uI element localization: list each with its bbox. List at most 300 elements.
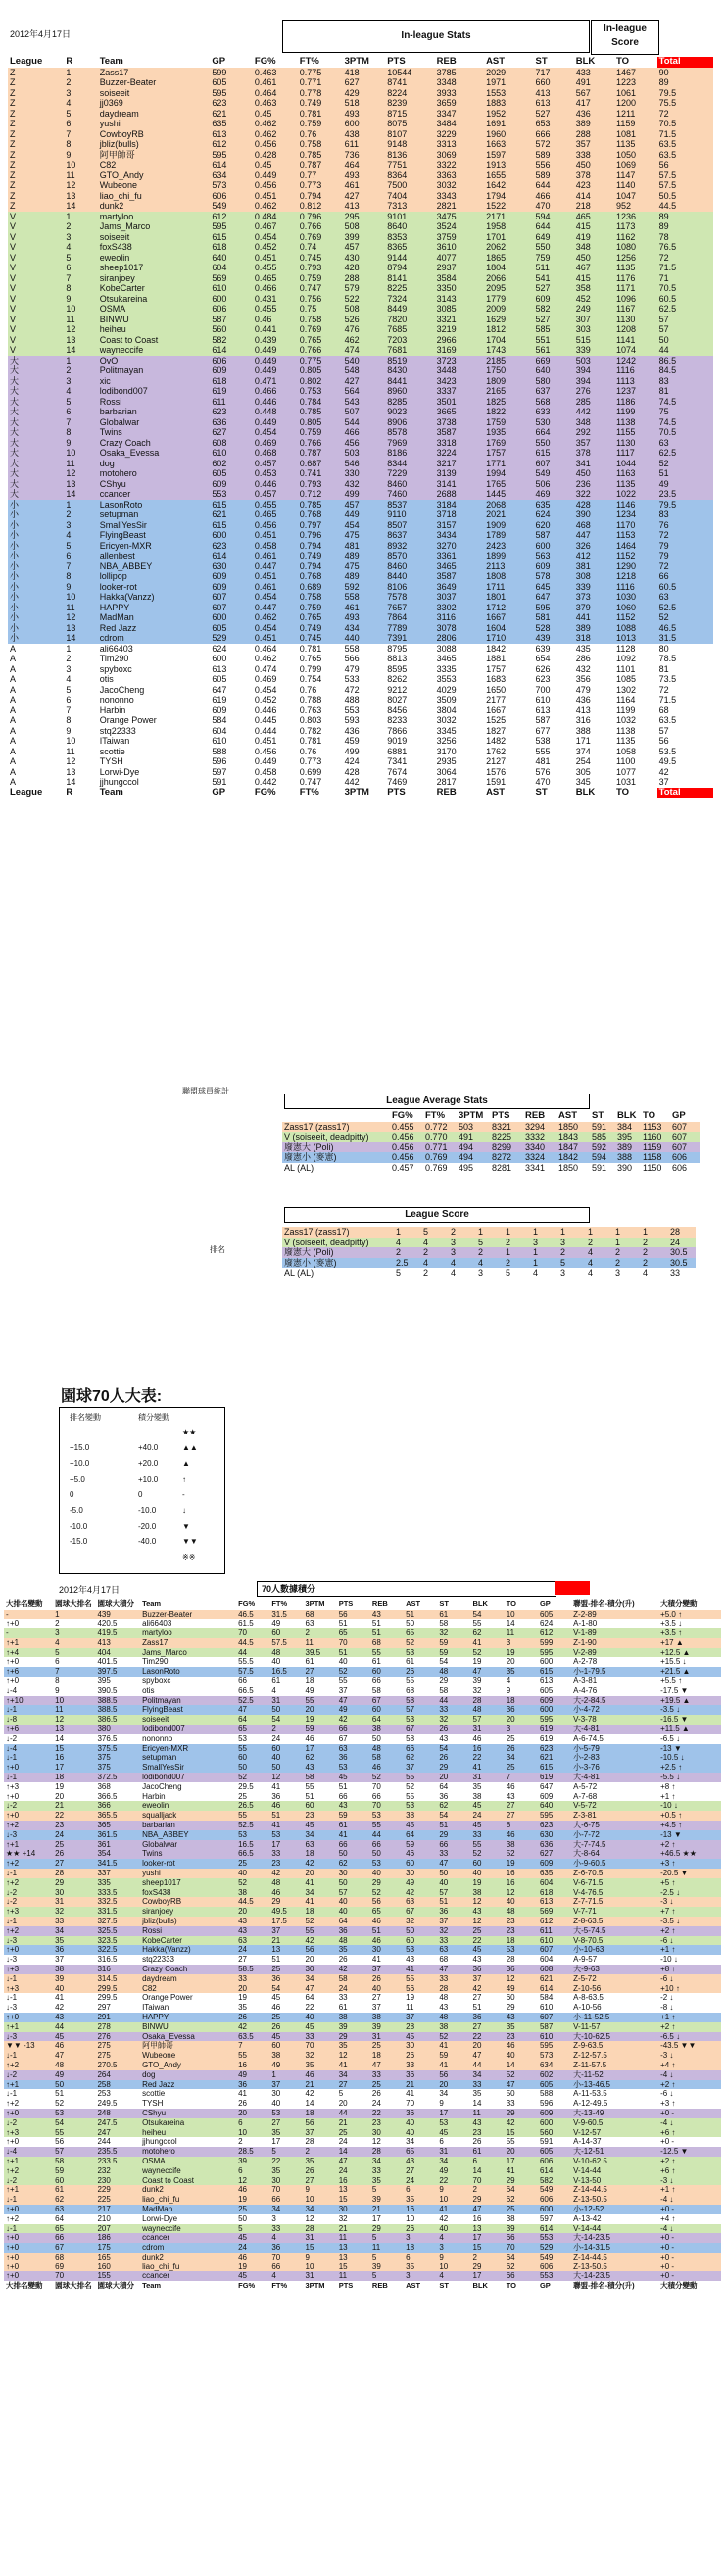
bigtable-column-header: REB: [371, 1599, 388, 1608]
table-cell: 578: [535, 571, 551, 581]
table-cell: 0.455: [254, 499, 277, 510]
bigtable-row: [4, 2166, 721, 2176]
bigtable-cell: 58: [439, 1619, 449, 1628]
bigtable-cell: 38: [371, 2012, 381, 2021]
bigtable-cell: 16: [55, 1753, 65, 1763]
bigtable-row: [4, 2099, 721, 2109]
table-cell: 8795: [387, 643, 408, 654]
table-cell: 526: [344, 314, 360, 324]
table-cell: 2113: [486, 560, 506, 571]
bigtable-cell: scottie: [142, 2089, 166, 2099]
table-cell: A: [10, 777, 17, 787]
bigtable-cell: 42: [406, 1887, 415, 1897]
bigtable-row: [4, 2003, 721, 2013]
bigtable-cell: 67: [55, 2243, 65, 2253]
table-cell: 1138: [616, 725, 636, 736]
bigtable-cell: 66.5: [238, 1685, 254, 1695]
bigtable-cell: 47: [472, 1667, 482, 1677]
table-cell: 613: [535, 98, 551, 108]
bigtable-cell: 26: [238, 2012, 248, 2021]
in-league-stats-header: In-league Stats: [282, 20, 590, 53]
avg-row: [282, 1142, 700, 1153]
table-cell: 0.766: [299, 345, 322, 355]
bigtable-cell: 小-2-83: [573, 1753, 600, 1763]
table-cell: 1759: [486, 416, 507, 427]
table-cell: soiseeit: [99, 87, 130, 98]
bigtable-cell: ↓-1: [6, 1869, 18, 1878]
table-cell: 1218: [616, 571, 637, 581]
table-cell: liao_chi_fu: [99, 190, 142, 201]
table-cell: A: [10, 736, 17, 746]
table-cell: 8262: [387, 674, 408, 684]
table-cell: 7391: [387, 633, 408, 643]
bigtable-cell: 28: [371, 2147, 381, 2157]
bigtable-cell: 48: [55, 2060, 65, 2069]
table-cell: 46.5: [658, 622, 677, 633]
score-cell: 1: [478, 1227, 484, 1237]
bigtable-cell: 12: [55, 1715, 65, 1725]
bigtable-cell: 47: [439, 1859, 449, 1869]
table-cell: 1809: [486, 375, 507, 386]
bigtable-cell: 61: [271, 1677, 281, 1686]
bigtable-cell: Z-5-72: [573, 1973, 597, 1983]
bigtable-cell: A-13-42: [573, 2213, 602, 2223]
bigtable-cell: 67: [406, 1907, 415, 1917]
avg-cell: 606: [672, 1152, 688, 1162]
bigtable-cell: 372.5: [97, 1773, 118, 1782]
bigtable-cell: 640: [539, 1801, 554, 1811]
bigtable-cell: nononno: [142, 1733, 173, 1743]
bigtable-cell: 275: [97, 2041, 111, 2051]
table-cell: 1208: [616, 324, 637, 334]
bigtable-row: [4, 1993, 721, 2003]
bigtable-cell: 314.5: [97, 1973, 118, 1983]
table-cell: 0.453: [254, 468, 277, 478]
table-cell: 345: [575, 777, 591, 787]
table-cell: 637: [535, 386, 551, 396]
table-cell: 42: [658, 766, 669, 777]
table-cell: 588: [212, 746, 227, 756]
bigtable-cell: 22: [371, 2108, 381, 2117]
bigtable-cell: A-5-72: [573, 1781, 598, 1791]
table-cell: 14: [66, 489, 76, 499]
bigtable-cell: 20: [506, 1657, 515, 1667]
bigtable-column-header: 園球大排名: [55, 1599, 92, 1608]
table-cell: 80: [658, 643, 669, 654]
bigtable-cell: Globalwar: [142, 1839, 178, 1849]
bigtable-cell: 419.5: [97, 1628, 118, 1638]
bigtable-column-footer: GP: [539, 2281, 551, 2291]
table-cell: 8106: [387, 581, 408, 592]
bigtable-cell: 2: [238, 2137, 243, 2147]
bigtable-cell: 53: [238, 1733, 248, 1743]
table-cell: 607: [535, 458, 551, 468]
table-cell: SmallYesSir: [99, 519, 147, 530]
bigtable-cell: 34: [305, 1887, 314, 1897]
bigtable-cell: 60: [271, 1628, 281, 1638]
bigtable-cell: 59: [439, 2051, 449, 2061]
column-header: FG%: [254, 57, 276, 67]
table-row: [8, 623, 713, 634]
table-cell: 小: [10, 499, 20, 510]
score-cell: 1: [533, 1247, 539, 1257]
table-cell: 2165: [486, 386, 507, 396]
bigtable-cell: 42: [238, 2021, 248, 2031]
table-row: [8, 489, 713, 500]
bigtable-cell: 51: [338, 1647, 348, 1657]
bigtable-cell: 61: [371, 1657, 381, 1667]
bigtable-cell: 18: [305, 2108, 314, 2117]
bigtable-cell: 597: [539, 2213, 554, 2223]
bigtable-cell: 11: [55, 1705, 64, 1715]
bigtable-cell: 53: [406, 1647, 415, 1657]
bigtable-cell: 35: [506, 2021, 515, 2031]
bigtable-cell: 12: [506, 1973, 515, 1983]
column-footer: 3PTM: [344, 787, 369, 798]
bigtable-cell: 40: [271, 2099, 281, 2109]
bigtable-cell: +0 -: [660, 2137, 675, 2147]
bigtable-cell: 612: [539, 1917, 554, 1925]
table-cell: 630: [212, 560, 227, 571]
bigtable-cell: 207: [97, 2223, 111, 2233]
table-cell: 0.799: [299, 663, 322, 674]
table-cell: 8225: [387, 283, 408, 293]
table-cell: 474: [344, 345, 360, 355]
bigtable-cell: 609: [539, 1859, 554, 1869]
table-cell: 449: [344, 510, 360, 519]
table-cell: 8441: [387, 375, 408, 386]
bigtable-cell: 57: [472, 1715, 482, 1725]
table-cell: lodibond007: [99, 386, 148, 396]
avg-cell: 607: [672, 1121, 688, 1132]
bigtable-cell: 41: [338, 2060, 348, 2069]
table-cell: 394: [575, 375, 591, 386]
bigtable-row: [4, 1667, 721, 1677]
bigtable-cell: 21: [305, 2079, 314, 2089]
bigtable-cell: 54: [439, 1811, 449, 1821]
table-cell: 8107: [387, 128, 408, 139]
bigtable-cell: 13: [55, 1725, 65, 1734]
avg-column-header: TO: [643, 1111, 656, 1121]
table-cell: 303: [575, 324, 591, 334]
table-cell: 450: [575, 252, 591, 263]
bigtable-cell: 阿甲帥哥: [142, 2041, 174, 2051]
bigtable-row: [4, 1878, 721, 1888]
bigtable-cell: 42: [338, 1964, 348, 1973]
bigtable-cell: 50: [371, 1733, 381, 1743]
table-row: [8, 335, 713, 346]
table-cell: 62.5: [658, 304, 677, 314]
table-cell: 1128: [616, 643, 636, 654]
score-cell: 2: [506, 1237, 511, 1247]
table-cell: 49.5: [658, 756, 677, 766]
bigtable-cell: ↑+6: [6, 1725, 20, 1734]
table-cell: 8: [66, 139, 72, 149]
bigtable-cell: 45: [271, 1993, 281, 2003]
table-cell: 436: [575, 108, 591, 119]
table-cell: 1096: [616, 293, 637, 304]
bigtable-cell: 247: [97, 2127, 111, 2137]
bigtable-row: [4, 2137, 721, 2147]
bigtable-row: [4, 1686, 721, 1696]
table-cell: 6: [66, 407, 72, 416]
table-cell: 600: [212, 654, 227, 663]
bigtable-cell: 635: [539, 1869, 554, 1878]
table-cell: 9148: [387, 139, 408, 149]
bigtable-cell: 41: [305, 1897, 314, 1907]
bigtable-cell: ↓-1: [6, 1973, 18, 1983]
rank-label: 排名: [210, 1245, 225, 1254]
table-cell: 952: [616, 201, 632, 211]
bigtable-cell: NBA_ABBEY: [142, 1829, 189, 1839]
table-cell: 508: [344, 221, 360, 231]
bigtable-cell: 39: [371, 2261, 381, 2271]
table-cell: 8932: [387, 540, 408, 551]
table-cell: A: [10, 715, 17, 725]
table-cell: 13: [66, 334, 76, 345]
table-cell: 1173: [616, 221, 636, 231]
bigtable-cell: 32: [55, 1907, 65, 1917]
table-cell: 759: [535, 252, 551, 263]
bigtable-cell: 53: [506, 1945, 515, 1955]
bigtable-cell: 366: [97, 1801, 111, 1811]
bigtable-cell: 582: [539, 2175, 554, 2185]
avg-cell: 591: [592, 1162, 607, 1173]
table-cell: 348: [575, 416, 591, 427]
bigtable-cell: 55: [305, 1781, 314, 1791]
score-cell: 2: [643, 1247, 649, 1257]
table-cell: 6: [66, 551, 72, 560]
score-cell: 1: [506, 1247, 511, 1257]
bigtable-cell: 66: [271, 2195, 281, 2205]
table-cell: Z: [10, 77, 16, 87]
table-cell: 0.758: [299, 139, 322, 149]
bigtable-cell: 42: [439, 2213, 449, 2223]
table-cell: 609: [212, 581, 227, 592]
in-league-score-header: In-league Score: [591, 20, 659, 55]
bigtable-cell: 47: [472, 2051, 482, 2061]
table-cell: 72: [658, 684, 669, 695]
bigtable-cell: 291: [97, 2012, 111, 2021]
bigtable-cell: -4 ↓: [660, 2069, 674, 2079]
bigtable-cell: 62: [55, 2195, 65, 2205]
bigtable-row: [4, 1811, 721, 1821]
score-cell: 2: [478, 1247, 484, 1257]
bigtable-cell: 375: [97, 1753, 111, 1763]
bigtable-cell: 31: [472, 1773, 482, 1782]
score-cell: 4: [423, 1257, 429, 1268]
table-cell: 2: [66, 654, 72, 663]
table-cell: 63.5: [658, 715, 677, 725]
table-cell: V: [10, 221, 17, 231]
column-header: AST: [486, 57, 506, 67]
table-cell: 0.464: [254, 643, 277, 654]
bigtable-cell: 4: [55, 1637, 60, 1647]
table-cell: 11: [66, 746, 75, 756]
table-cell: 84.5: [658, 365, 677, 375]
header-row: [8, 57, 713, 68]
bigtable-cell: 36: [506, 1705, 515, 1715]
table-cell: 7751: [387, 160, 408, 170]
table-row: [8, 695, 713, 705]
bigtable-cell: 9: [506, 1685, 511, 1695]
bigtable-cell: ↑+2: [6, 2213, 20, 2223]
bigtable-cell: 52.5: [238, 1695, 254, 1705]
score-cell: 2: [588, 1237, 594, 1247]
bigtable-cell: 29: [371, 2223, 381, 2233]
table-cell: 413: [344, 201, 360, 211]
bigtable-cell: A-1-80: [573, 1619, 598, 1628]
bigtable-cell: 46: [305, 2069, 314, 2079]
table-cell: 4: [66, 386, 72, 396]
table-cell: 1: [66, 499, 72, 510]
table-cell: 大: [10, 407, 20, 416]
table-cell: 4077: [436, 252, 457, 263]
bigtable-cell: 38: [439, 2021, 449, 2031]
bigtable-cell: 50: [406, 1925, 415, 1935]
table-cell: 417: [575, 98, 591, 108]
bigtable-cell: 33: [271, 1849, 281, 1859]
bigtable-cell: 59: [439, 1647, 449, 1657]
table-cell: 7657: [387, 602, 408, 612]
table-cell: 488: [344, 695, 360, 705]
bigtable-cell: 56: [406, 1983, 415, 1993]
bigtable-cell: 591: [539, 2137, 554, 2147]
bigtable-cell: -3 ↓: [660, 1897, 674, 1907]
table-cell: 3170: [436, 746, 457, 756]
table-cell: nononno: [99, 695, 134, 705]
bigtable-cell: -2 ↓: [660, 1993, 674, 2003]
bigtable-cell: 366.5: [97, 1791, 118, 1801]
table-cell: 218: [575, 201, 591, 211]
table-cell: 0.449: [254, 170, 277, 180]
score-cell: 廢憲小 (麥憲): [284, 1257, 337, 1268]
table-cell: 1022: [616, 489, 637, 499]
table-row: [8, 603, 713, 613]
table-cell: 74.5: [658, 416, 677, 427]
avg-cell: 1153: [643, 1121, 662, 1132]
bigtable-cell: ↓-1: [6, 1917, 18, 1925]
bigtable-column-footer: 大排名變動: [6, 2281, 43, 2291]
bigtable-cell: ↑+1: [6, 1637, 20, 1647]
table-cell: 8: [66, 571, 72, 581]
table-cell: 605: [212, 674, 227, 684]
table-cell: 462: [344, 334, 360, 345]
table-cell: 587: [212, 314, 227, 324]
table-cell: 572: [535, 139, 551, 149]
bigtable-cell: 40: [55, 1983, 65, 1993]
bigtable-cell: 32: [406, 1917, 415, 1925]
table-row: [8, 747, 713, 757]
bigtable-cell: 23: [506, 1925, 515, 1935]
table-cell: CShyu: [99, 478, 126, 489]
table-cell: 0.803: [299, 715, 322, 725]
table-cell: 0.451: [254, 530, 277, 540]
avg-cell: 1847: [558, 1142, 579, 1152]
table-cell: 5: [66, 684, 72, 695]
table-cell: 636: [212, 416, 227, 427]
bigtable-cell: 38: [506, 2213, 515, 2223]
table-cell: 660: [535, 77, 551, 87]
bigtable-cell: 43: [472, 1907, 482, 1917]
bigtable-cell: ↓-8: [6, 1715, 18, 1725]
bigtable-cell: 39: [55, 1973, 65, 1983]
table-cell: 0.765: [299, 612, 322, 622]
bigtable-cell: ↑+0: [6, 2012, 20, 2021]
bigtable-cell: 229: [97, 2185, 111, 2195]
bigtable-cell: 26: [439, 1753, 449, 1763]
table-cell: eweolin: [99, 252, 130, 263]
table-cell: 1223: [616, 77, 637, 87]
bigtable-cell: Hakka(Vanzz): [142, 1945, 191, 1955]
bigtable-cell: V-8-70.5: [573, 1935, 604, 1945]
bigtable-row: [4, 1888, 721, 1898]
table-cell: 613: [212, 663, 227, 674]
table-cell: 13: [66, 190, 76, 201]
legend-cell: +40.0: [138, 1443, 159, 1452]
table-cell: 0.45: [254, 108, 272, 119]
table-cell: 2171: [486, 211, 507, 221]
score-cell: 4: [423, 1237, 429, 1247]
bigtable-cell: 39: [371, 2195, 381, 2205]
table-cell: 8440: [387, 571, 408, 581]
bigtable-cell: 50: [271, 1763, 281, 1773]
bigtable-cell: 6: [406, 2185, 411, 2195]
table-cell: 60.5: [658, 293, 677, 304]
bigtable-cell: 52: [439, 2031, 449, 2041]
bigtable-cell: ↑+2: [6, 1859, 20, 1869]
bigtable-cell: +3.5 ↓: [660, 1619, 683, 1628]
table-cell: 415: [575, 272, 591, 283]
bigtable-row: [4, 1830, 721, 1840]
table-cell: 72: [658, 560, 669, 571]
table-cell: 0.454: [254, 231, 277, 242]
bigtable-cell: 28.5: [238, 2147, 254, 2157]
score-cell: 2: [615, 1257, 621, 1268]
table-cell: GTO_Andy: [99, 170, 144, 180]
table-cell: 0.794: [299, 560, 322, 571]
bigtable-cell: 21: [371, 2204, 381, 2213]
bigtable-cell: 70: [371, 1781, 381, 1791]
bigtable-cell: -6 ↓: [660, 1935, 674, 1945]
bigtable-cell: 36: [271, 2243, 281, 2253]
table-cell: 1152: [616, 612, 636, 622]
legend-cell: +5.0: [70, 1475, 85, 1483]
table-cell: 1092: [616, 654, 637, 663]
bigtable-cell: 20: [439, 1773, 449, 1782]
table-cell: 627: [344, 77, 360, 87]
table-cell: 609: [212, 478, 227, 489]
bigtable-cell: 22: [472, 1753, 482, 1763]
bigtable-cell: 331.5: [97, 1907, 118, 1917]
bigtable-cell: 278: [97, 2021, 111, 2031]
table-cell: 0.461: [254, 581, 277, 592]
bigtable-cell: 60: [371, 1705, 381, 1715]
score-row: [282, 1247, 696, 1258]
bigtable-cell: 41: [472, 1637, 482, 1647]
table-row: [8, 417, 713, 428]
table-row: [8, 365, 713, 376]
table-cell: 597: [212, 766, 227, 777]
table-cell: 0.76: [299, 684, 317, 695]
bigtable-cell: 365: [97, 1821, 111, 1830]
bigtable-cell: 50: [238, 1763, 248, 1773]
table-cell: 0.775: [299, 67, 322, 77]
table-cell: 171: [575, 736, 591, 746]
table-cell: 63.5: [658, 149, 677, 160]
bigtable-cell: 41: [55, 1993, 65, 2003]
table-cell: 666: [535, 128, 551, 139]
